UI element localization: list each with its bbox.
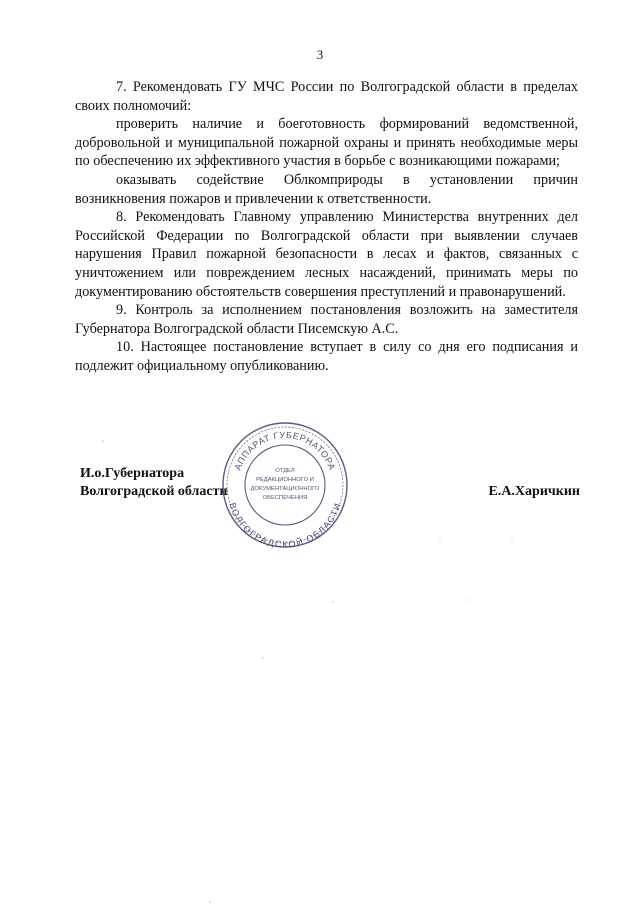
signature-position-line2: Волгоградской области [80,484,228,499]
page-number: 3 [316,47,324,62]
paragraph-7: 7. Рекомендовать ГУ МЧС России по Волгоградской области в пределах своих полномочий: [75,79,578,114]
signature-position-line1: И.о.Губернатора [80,466,185,481]
paragraph-10: 10. Настоящее постановление вступает в силу со дня его подписания и подлежит официальному опубликованию. [75,339,578,374]
paragraph-7-item-1: проверить наличие и боеготовность формирований ведомственной, добровольной и муниципальной пожарной охраны и принять необходимые меры по обеспечению их эффективного участия в борьбе с возникающими пожарами; [75,116,578,170]
stamp-outer-bottom: ВОЛГОГРАДСКОЙ ОБЛАСТИ [227,501,343,550]
signature-name: Е.А.Харичкин [488,484,580,499]
stamp-center-line-4: ОБЕСПЕЧЕНИЯ [262,495,308,501]
paragraph-9: 9. Контроль за исполнением постановления возложить на заместителя Губернатора Волгоградской области Писемскую А.С. [75,302,578,337]
stamp-center-line-1: ОТДЕЛ [275,468,295,474]
stamp-outer-top: АППАРАТ ГУБЕРНАТОРА [232,429,338,472]
paragraph-7-item-2: оказывать содействие Облкомприроды в установлении причин возникновения пожаров и привлечении к ответственности. [75,171,578,207]
stamp-center-line-3: ДОКУМЕНТАЦИОННОГО [250,486,320,492]
stamp-center-line-2: РЕДАКЦИОННОГО И [256,477,314,483]
paragraph-8: 8. Рекомендовать Главному управлению Министерства внутренних дел Российской Федерации по Волгоградской области при выявлении случаев нарушения Правил пожарной безопасности в лесах и фактов, связанных с уничтожением или повреждением лесных насаждений, принимать меры по документированию обстоятельств совершения преступлений и правонарушений. [75,209,578,300]
